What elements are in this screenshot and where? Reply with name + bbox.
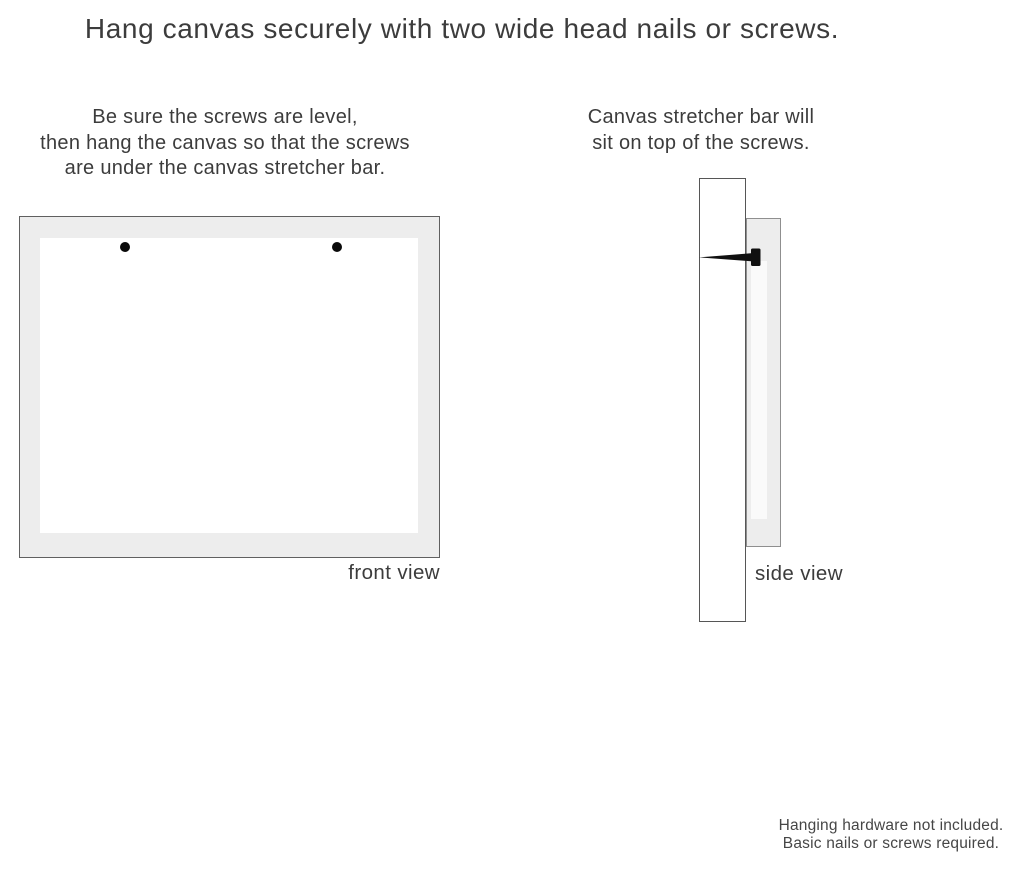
instruction-line: Canvas stretcher bar will — [587, 106, 815, 128]
front-view-label: front view — [348, 561, 440, 584]
hardware-note-line: Basic nails or screws required. — [782, 835, 1000, 852]
instruction-line: then hang the canvas so that the screws — [40, 131, 410, 154]
nail-icon — [694, 244, 766, 272]
canvas-side-highlight — [751, 261, 767, 519]
instruction-text-side — [560, 105, 842, 156]
instruction-line: Be sure the screws are level, — [92, 106, 358, 128]
screw-dot — [120, 242, 130, 252]
front-view-diagram — [19, 216, 440, 558]
canvas-front-face — [40, 238, 418, 533]
hardware-note — [772, 817, 1010, 853]
instruction-text-front — [30, 105, 420, 182]
screw-dot — [332, 242, 342, 252]
hardware-note-line: Hanging hardware not included. — [778, 817, 1004, 834]
instruction-line: sit on top of the screws. — [592, 131, 810, 154]
page-title: Hang canvas securely with two wide head nails or screws. — [84, 13, 840, 44]
instruction-line: are under the canvas stretcher bar. — [64, 157, 386, 179]
side-view-label: side view — [755, 562, 843, 585]
